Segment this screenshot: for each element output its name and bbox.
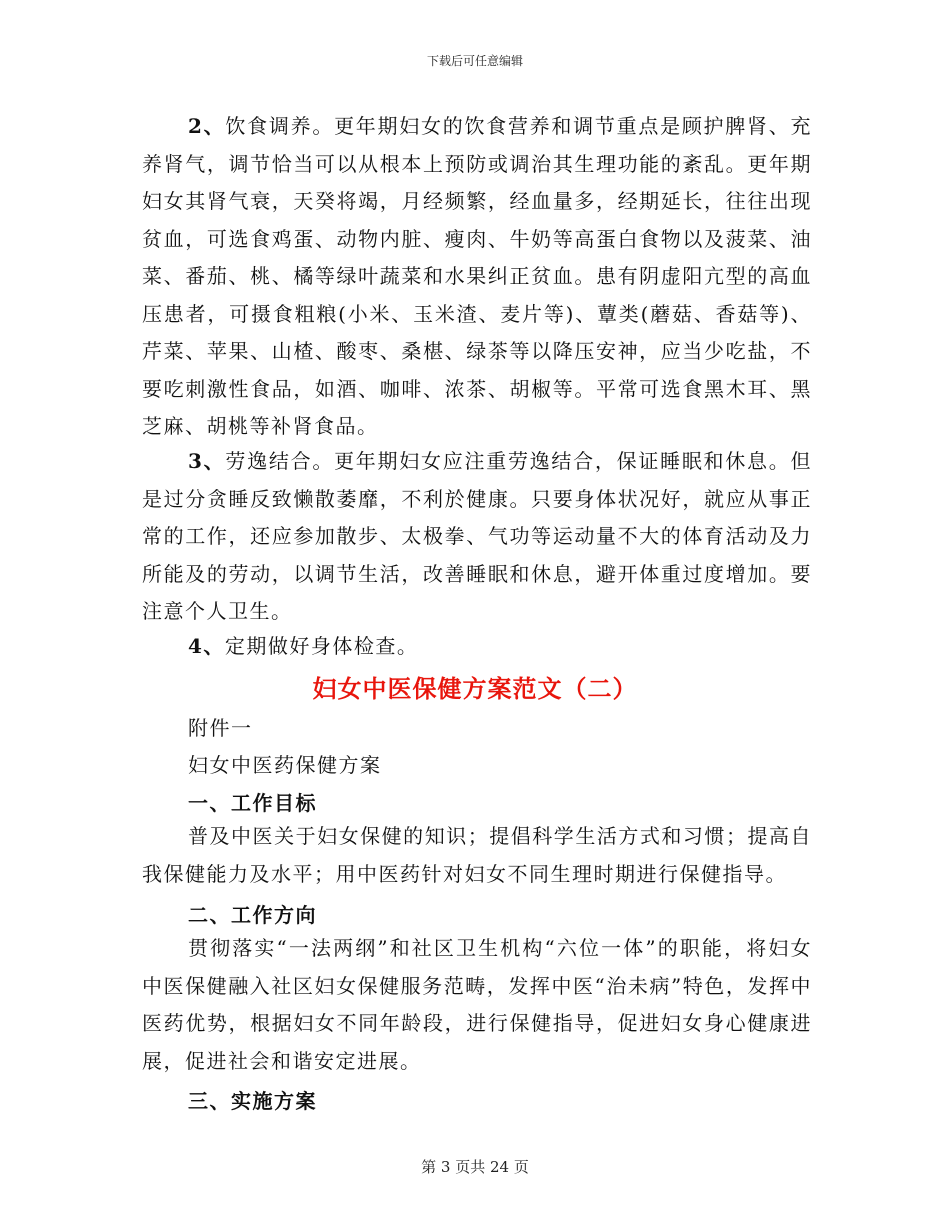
- heading-goal: 一、工作目标: [188, 791, 317, 815]
- paragraph-diet: [142, 108, 812, 446]
- attachment-label: 附件一: [188, 716, 253, 740]
- paragraph-text: 劳逸结合。更年期妇女应注重劳逸结合，保证睡眠和休息。但是过分贪睡反致懒散萎靡，不利於健康。只要身体状况好，就应从事正常的工作，还应参加散步、太极拳、气功等运动量不大的体育活动及力所能及的劳动，以调节生活，改善睡眠和休息，避开体重过度增加。要注意个人卫生。: [142, 449, 812, 623]
- item-number: 2、: [188, 114, 226, 138]
- item-number: 3、: [188, 449, 226, 473]
- paragraph-rest: [142, 443, 812, 631]
- section-title: 妇女中医保健方案范文（二）: [312, 674, 638, 703]
- paragraph-text: 普及中医关于妇女保健的知识；提倡科学生活方式和习惯；提高自我保健能力及水平；用中医药针对妇女不同生理时期进行保健指导。: [142, 824, 812, 886]
- paragraph-text: 贯彻落实“一法两纲”和社区卫生机构“六位一体”的职能，将妇女中医保健融入社区妇女保健服务范畴，发挥中医“治未病”特色，发挥中医药优势，根据妇女不同年龄段，进行保健指导，促进妇女身心健康进展，促进社会和谐安定进展。: [142, 936, 812, 1073]
- plan-name: 妇女中医药保健方案: [188, 753, 382, 777]
- paragraph-text: 定期做好身体检查。: [224, 634, 419, 658]
- page-footer: 第 3 页共 24 页: [421, 1158, 529, 1176]
- paragraph-goal: [142, 818, 812, 893]
- heading-plan: 三、实施方案: [188, 1089, 317, 1113]
- item-number: 4、: [188, 634, 225, 658]
- paragraph-direction: [142, 930, 812, 1080]
- paragraph-text: 饮食调养。更年期妇女的饮食营养和调节重点是顾护脾肾、充养肾气，调节恰当可以从根本上预防或调治其生理功能的紊乱。更年期妇女其肾气衰，天癸将竭，月经频繁，经血量多，经期延长，往往出现贫血，可选食鸡蛋、动物内脏、瘦肉、牛奶等高蛋白食物以及菠菜、油菜、番茄、桃、橘等绿叶蔬菜和水果纠正贫血。患有阴虚阳亢型的高血压患者，可摄食粗粮(小米、玉米渣、麦片等)、蕈类(蘑菇、香菇等)、芹菜、苹果、山楂、酸枣、桑椹、绿茶等以降压安神，应当少吃盐，不要吃刺激性食品，如酒、咖啡、浓茶、胡椒等。平常可选食黑木耳、黑芝麻、胡桃等补肾食品。: [142, 114, 812, 438]
- paragraph-check: [142, 628, 812, 666]
- heading-direction: 二、工作方向: [188, 903, 317, 927]
- page-header: 下载后可任意编辑: [426, 54, 523, 68]
